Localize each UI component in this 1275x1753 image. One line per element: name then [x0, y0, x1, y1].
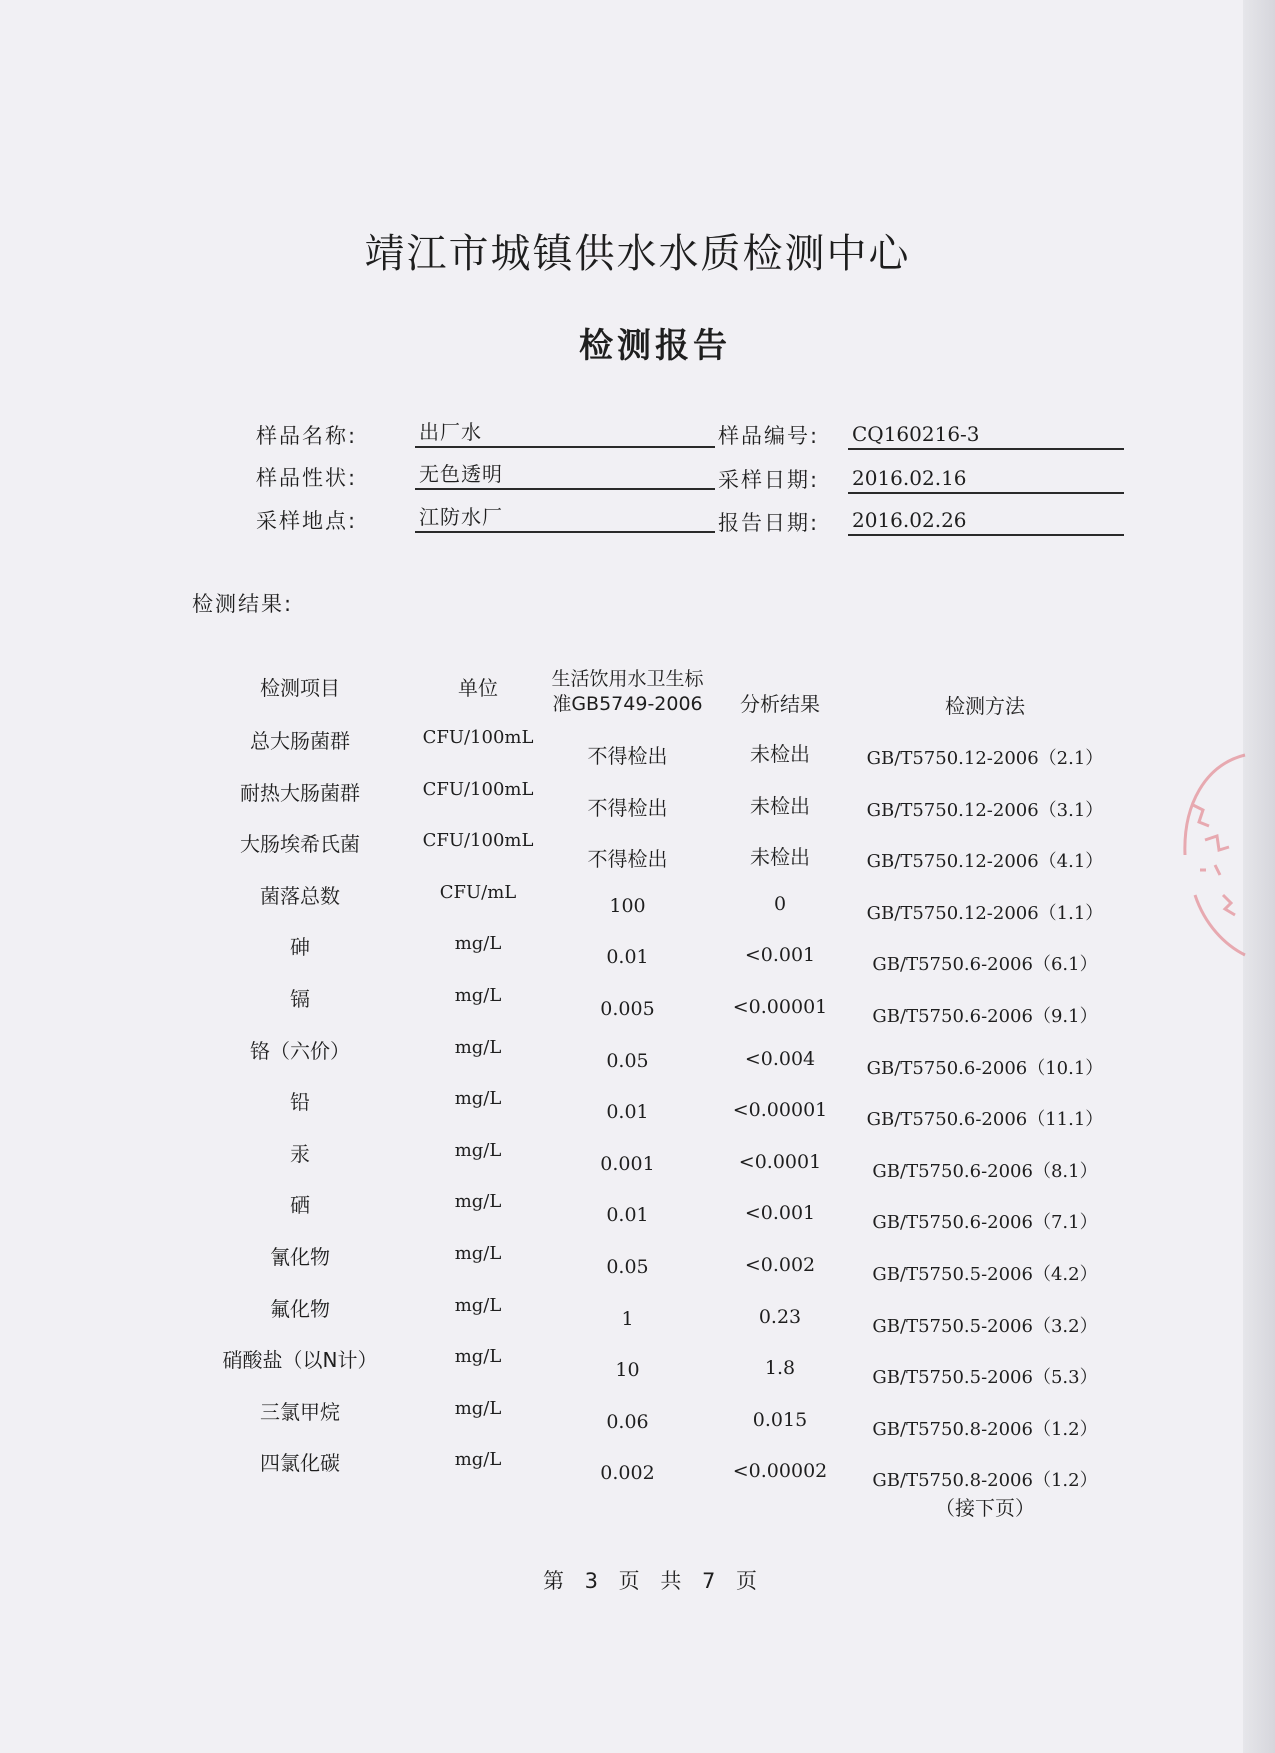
cell-item: 耐热大肠菌群 [240, 781, 360, 805]
cell-method: GB/T5750.5-2006（5.3） [872, 1367, 1098, 1388]
cell-item: 镉 [290, 987, 310, 1011]
page-number: 第 3 页 共 7 页 [542, 1569, 758, 1593]
header-item: 检测项目 [260, 676, 340, 700]
header-result: 分析结果 [740, 692, 820, 716]
sample-date-label: 采样日期: [718, 468, 820, 492]
cell-standard: 不得检出 [587, 796, 668, 820]
cell-unit: mg/L [454, 1243, 502, 1264]
cell-standard: 0.002 [600, 1462, 655, 1484]
cell-item: 大肠埃希氏菌 [240, 832, 360, 856]
cell-standard: 0.01 [606, 1101, 649, 1123]
cell-result: <0.001 [744, 944, 816, 966]
cell-method: GB/T5750.6-2006（7.1） [872, 1212, 1098, 1233]
cell-result: 未检出 [750, 794, 810, 818]
cell-item: 菌落总数 [260, 884, 340, 908]
report-title: 检测报告 [579, 326, 731, 366]
sample-name-value: 出厂水 [415, 418, 715, 448]
sample-code-label: 样品编号: [718, 424, 820, 448]
organization-title: 靖江市城镇供水水质检测中心 [364, 231, 911, 277]
cell-method: GB/T5750.6-2006（11.1） [866, 1109, 1104, 1130]
cell-item: 铅 [290, 1090, 310, 1114]
cell-result: <0.00001 [732, 996, 828, 1018]
cell-result: <0.0001 [738, 1151, 822, 1173]
cell-standard: 10 [615, 1359, 640, 1381]
cell-standard: 0.01 [606, 946, 649, 968]
cell-method: GB/T5750.8-2006（1.2） [872, 1470, 1098, 1491]
cell-item: 砷 [290, 935, 310, 959]
cell-unit: mg/L [454, 933, 502, 954]
cell-result: 0.015 [752, 1409, 808, 1431]
cell-result: <0.004 [744, 1048, 816, 1070]
cell-item: 硒 [290, 1193, 310, 1217]
cell-method: GB/T5750.6-2006（6.1） [872, 954, 1098, 975]
cell-result: <0.002 [744, 1254, 816, 1276]
cell-result: <0.00002 [732, 1460, 828, 1482]
cell-standard: 100 [609, 895, 646, 917]
cell-unit: mg/L [454, 1346, 502, 1367]
cell-method: GB/T5750.6-2006（10.1） [866, 1058, 1104, 1079]
cell-item: 总大肠菌群 [250, 729, 350, 753]
cell-standard: 0.05 [606, 1050, 649, 1072]
report-date-value: 2016.02.26 [848, 506, 1124, 536]
cell-unit: CFU/100mL [422, 830, 534, 851]
header-unit: 单位 [458, 676, 498, 700]
continued-note: （接下页） [935, 1496, 1035, 1520]
cell-unit: mg/L [454, 1449, 502, 1470]
cell-result: <0.001 [744, 1202, 816, 1224]
cell-result: <0.00001 [732, 1099, 828, 1121]
report-date-label: 报告日期: [718, 511, 820, 535]
cell-standard: 0.06 [606, 1411, 649, 1433]
cell-unit: mg/L [454, 1037, 502, 1058]
cell-unit: mg/L [454, 1088, 502, 1109]
red-seal-stamp [1175, 745, 1255, 995]
cell-unit: mg/L [454, 1398, 502, 1419]
results-section-heading: 检测结果: [192, 592, 294, 616]
cell-unit: CFU/mL [439, 882, 517, 903]
cell-method: GB/T5750.6-2006（8.1） [872, 1161, 1098, 1182]
cell-method: GB/T5750.6-2006（9.1） [872, 1006, 1098, 1027]
cell-unit: mg/L [454, 1191, 502, 1212]
sample-date-value: 2016.02.16 [848, 464, 1124, 494]
cell-standard: 0.01 [606, 1204, 649, 1226]
cell-standard: 1 [621, 1308, 634, 1330]
cell-method: GB/T5750.12-2006（2.1） [866, 748, 1104, 769]
cell-unit: mg/L [454, 985, 502, 1006]
cell-standard: 不得检出 [587, 847, 668, 871]
cell-item: 氟化物 [270, 1297, 330, 1321]
cell-result: 未检出 [750, 742, 810, 766]
cell-item: 铬（六价） [250, 1039, 350, 1063]
cell-method: GB/T5750.5-2006（4.2） [872, 1264, 1098, 1285]
cell-result: 未检出 [750, 845, 810, 869]
cell-standard: 0.005 [600, 998, 655, 1020]
header-standard-line2: 准GB5749-2006 [552, 693, 703, 715]
cell-method: GB/T5750.8-2006（1.2） [872, 1419, 1098, 1440]
cell-item: 汞 [290, 1142, 310, 1166]
cell-unit: mg/L [454, 1295, 502, 1316]
cell-method: GB/T5750.5-2006（3.2） [872, 1316, 1098, 1337]
cell-result: 0.23 [758, 1306, 802, 1328]
cell-unit: CFU/100mL [422, 727, 534, 748]
sample-state-label: 样品性状: [256, 466, 358, 490]
cell-result: 0 [773, 893, 787, 915]
cell-standard: 0.001 [600, 1153, 655, 1175]
cell-item: 三氯甲烷 [260, 1400, 340, 1424]
cell-standard: 不得检出 [587, 744, 668, 768]
cell-method: GB/T5750.12-2006（3.1） [866, 800, 1104, 821]
sample-name-label: 样品名称: [256, 424, 358, 448]
header-standard-line1: 生活饮用水卫生标 [551, 668, 704, 690]
cell-unit: mg/L [454, 1140, 502, 1161]
cell-item: 硝酸盐（以N计） [222, 1348, 378, 1372]
cell-result: 1.8 [764, 1357, 796, 1379]
cell-item: 氰化物 [270, 1245, 330, 1269]
sample-location-label: 采样地点: [256, 509, 358, 533]
cell-method: GB/T5750.12-2006（1.1） [866, 903, 1104, 924]
cell-item: 四氯化碳 [260, 1451, 340, 1475]
cell-unit: CFU/100mL [422, 779, 534, 800]
cell-standard: 0.05 [606, 1256, 649, 1278]
cell-method: GB/T5750.12-2006（4.1） [866, 851, 1104, 872]
header-method: 检测方法 [945, 694, 1025, 718]
sample-state-value: 无色透明 [415, 460, 715, 490]
sample-code-value: CQ160216-3 [848, 420, 1124, 450]
sample-location-value: 江防水厂 [415, 503, 715, 533]
